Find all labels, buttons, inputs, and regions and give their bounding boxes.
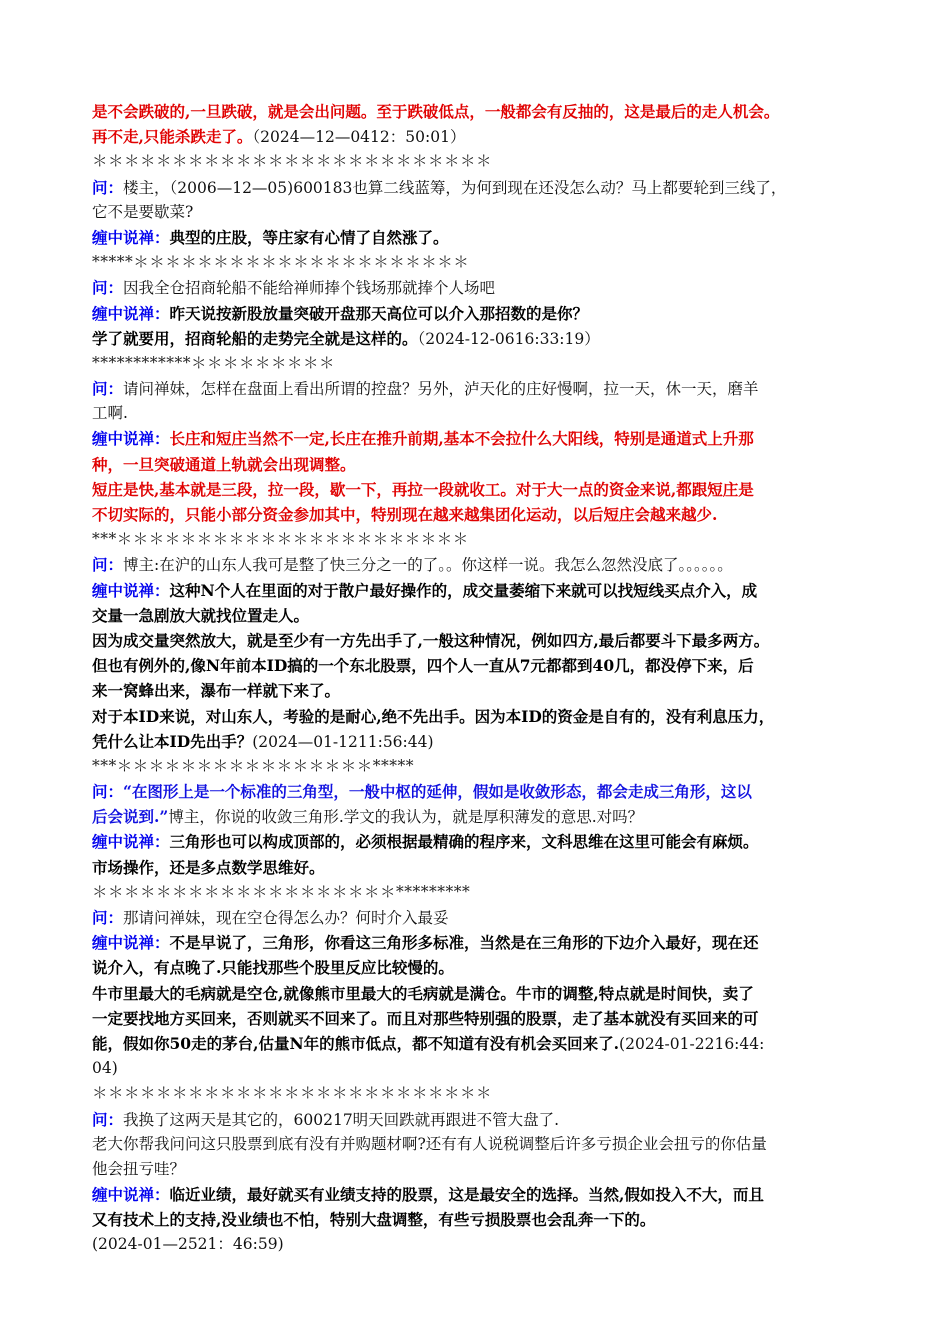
answer-label: 缠中说禅：	[92, 832, 170, 852]
text-line	[92, 829, 872, 854]
text-line	[92, 754, 872, 779]
body-text: 04)	[92, 1059, 118, 1078]
text-line	[92, 175, 872, 200]
highlight-red-text: 短庄是快,基本就是三段，拉一段，歇一下，再拉一段就收工。对于大一点的资金来说,都跟短庄是	[92, 479, 754, 499]
text-line	[92, 1006, 872, 1031]
highlight-red-text: 再不走,只能杀跌走了。	[92, 127, 253, 147]
answer-text: 但也有例外的,像N年前本ID搞的一个东北股票，四个人一直从7元都都到40几，都没停下来，后	[92, 656, 754, 676]
text-line	[92, 250, 872, 275]
body-text: 博主，你说的收敛三角形.学文的我认为，就是厚积薄发的意思.对吗？	[168, 808, 644, 827]
separator-stars: ************＊＊＊＊＊＊＊＊＊	[92, 353, 336, 372]
body-text: （2024-12-0616:33:19）	[417, 329, 600, 348]
body-text: (2024—01-1211:56:44)	[252, 732, 434, 751]
text-line	[92, 552, 872, 577]
answer-text: 凭什么让本ID先出手？	[92, 731, 253, 751]
answer-text: 能，假如你50走的茅台,估量N年的熊市低点，都不知道有没有机会买回来了.	[92, 1033, 620, 1053]
text-line	[92, 855, 872, 880]
text-line	[92, 275, 872, 300]
separator-stars: ＊＊＊＊＊＊＊＊＊＊＊＊＊＊＊＊＊＊＊＊＊＊＊＊＊	[92, 1084, 493, 1103]
text-line	[92, 477, 872, 502]
answer-text: 三角形也可以构成顶部的，必须根据最精确的程序来，文科思维在这里可能会有麻烦。	[169, 832, 759, 852]
text-line	[92, 578, 872, 603]
separator-stars: ***＊＊＊＊＊＊＊＊＊＊＊＊＊＊＊＊＊＊＊＊＊＊	[92, 530, 469, 549]
text-line	[92, 955, 872, 980]
answer-text: 牛市里最大的毛病就是空仓,就像熊市里最大的毛病就是满仓。牛市的调整,特点就是时间快，卖了	[92, 983, 754, 1003]
question-label: 问：	[92, 379, 124, 399]
text-line	[92, 880, 872, 905]
answer-text: 又有技术上的支持,没业绩也不怕，特别大盘调整，有些亏损股票也会乱奔一下的。	[92, 1210, 656, 1230]
body-text: 楼主，（2006—12—05)600183也算二线蓝筹，为何到现在还没怎么动？马上都要轮到三线了，	[123, 178, 787, 197]
question-label: 问：	[92, 782, 124, 802]
text-line	[92, 981, 872, 1006]
answer-text: 这种N个人在里面的对于散户最好操作的，成交量萎缩下来就可以找短线买点介入，成	[169, 580, 758, 600]
body-text: 请问禅妹，怎样在盘面上看出所谓的控盘？另外，泸天化的庄好慢啊，拉一天，休一天，磨羊	[123, 380, 759, 399]
body-text: 博主:在沪的山东人我可是整了快三分之一的了。。你这样一说。我怎么忽然没底了。。。。。。	[123, 556, 733, 575]
text-line	[92, 603, 872, 628]
answer-text: 临近业绩，最好就买有业绩支持的股票，这是最安全的选择。当然,假如投入不大，而且	[169, 1185, 764, 1205]
text-line	[92, 804, 872, 829]
text-line	[92, 1207, 872, 1232]
answer-text: 一定要找地方买回来，否则就买不回来了。而且对那些特别强的股票，走了基本就没有买回来的可	[92, 1008, 759, 1028]
separator-stars: ＊＊＊＊＊＊＊＊＊＊＊＊＊＊＊＊＊＊＊＊＊＊＊＊＊	[92, 152, 493, 171]
text-line	[92, 1157, 872, 1182]
answer-label: 缠中说禅：	[92, 303, 170, 323]
highlight-blue-text: “在图形上是一个标准的三角型，一般中枢的延伸，假如是收敛形态，都会走成三角形，这以	[123, 782, 752, 802]
answer-label: 缠中说禅：	[92, 227, 170, 247]
text-line	[92, 1232, 872, 1257]
text-line	[92, 1107, 872, 1132]
text-line	[92, 527, 872, 552]
document-page	[92, 99, 872, 1258]
highlight-red-text: 是不会跌破的,一旦跌破，就是会出问题。至于跌破低点，一般都会有反抽的，这是最后的走人机会。	[92, 102, 780, 121]
text-line	[92, 200, 872, 225]
highlight-red-text: 种，一旦突破通道上轨就会出现调整。	[92, 454, 356, 474]
answer-text: 典型的庄股，等庄家有心情了自然涨了。	[169, 227, 449, 247]
text-line	[92, 704, 872, 729]
separator-stars: *****＊＊＊＊＊＊＊＊＊＊＊＊＊＊＊＊＊＊＊＊＊	[92, 253, 470, 272]
text-line	[92, 1081, 872, 1106]
text-line	[92, 225, 872, 250]
text-line	[92, 401, 872, 426]
question-label: 问：	[92, 1109, 124, 1129]
answer-text: 不是早说了，三角形，你看这三角形多标准，当然是在三角形的下边介入最好，现在还	[169, 933, 759, 953]
text-line	[92, 124, 872, 149]
text-line	[92, 678, 872, 703]
text-line	[92, 301, 872, 326]
answer-text: 来一窝蜂出来，瀑布一样就下来了。	[92, 681, 341, 701]
answer-text: 交量一急剧放大就找位置走人。	[92, 605, 310, 625]
answer-label: 缠中说禅：	[92, 1185, 170, 1205]
answer-text: 昨天说按新股放量突破开盘那天高位可以介入那招数的是你？	[169, 303, 589, 323]
text-line	[92, 1056, 872, 1081]
answer-label: 缠中说禅：	[92, 933, 170, 953]
text-line	[92, 502, 872, 527]
answer-text: 对于本ID来说，对山东人，考验的是耐心,绝不先出手。因为本ID的资金是自有的，没有利息压力，	[92, 706, 775, 726]
question-label: 问：	[92, 177, 124, 197]
text-line	[92, 653, 872, 678]
body-text: 他会扭亏哇？	[92, 1159, 186, 1178]
separator-stars: ***＊＊＊＊＊＊＊＊＊＊＊＊＊＊＊＊*****	[92, 756, 415, 775]
highlight-blue-text: 后会说到.”	[92, 807, 169, 827]
answer-text: 市场操作，还是多点数学思维好。	[92, 857, 325, 877]
question-label: 问：	[92, 555, 124, 575]
body-text: 因我全仓招商轮船不能给禅师捧个钱场那就捧个人场吧	[123, 279, 496, 298]
text-line	[92, 779, 872, 804]
text-line	[92, 376, 872, 401]
text-line	[92, 99, 872, 124]
body-text: 老大你帮我问问这只股票到底有没有并购题材啊?还有有人说税调整后许多亏损企业会扭亏的你估量	[92, 1134, 767, 1153]
answer-text: 说介入，有点晚了.只能找那些个股里反应比较慢的。	[92, 958, 454, 978]
text-line	[92, 930, 872, 955]
body-text: 它不是要歇菜?	[92, 202, 194, 221]
text-line	[92, 351, 872, 376]
body-text: 我换了这两天是其它的，600217明天回跌就再跟进不管大盘了.	[123, 1110, 560, 1129]
answer-label: 缠中说禅：	[92, 580, 170, 600]
answer-label: 缠中说禅：	[92, 429, 170, 449]
text-line	[92, 326, 872, 351]
text-line	[92, 1031, 872, 1056]
body-text: （2024—12—0412：50:01）	[252, 128, 466, 147]
text-line	[92, 149, 872, 174]
text-line	[92, 426, 872, 451]
highlight-red-text: 不切实际的，只能小部分资金参加其中，特别现在越来越集团化运动，以后短庄会越来越少.	[92, 505, 718, 524]
answer-text: 学了就要用，招商轮船的走势完全就是这样的。	[92, 328, 418, 348]
text-line	[92, 1132, 872, 1157]
text-line	[92, 452, 872, 477]
question-label: 问：	[92, 908, 124, 927]
text-line	[92, 628, 872, 653]
body-text: (2024-01-2216:44:	[619, 1034, 765, 1053]
text-line	[92, 905, 872, 930]
answer-text: 因为成交量突然放大，就是至少有一方先出手了,一般这种情况，例如四方,最后都要斗下最多两方。	[92, 630, 770, 650]
body-text: 工啊.	[92, 404, 128, 423]
text-line	[92, 729, 872, 754]
body-text: (2024-01—2521：46:59)	[92, 1235, 284, 1254]
body-text: 那请问禅妹，现在空仓得怎么办？何时介入最妥	[123, 909, 449, 927]
highlight-red-text: 长庄和短庄当然不一定,长庄在推升前期,基本不会拉什么大阳线，特别是通道式上升那	[169, 429, 754, 449]
text-line	[92, 1182, 872, 1207]
separator-stars: ＊＊＊＊＊＊＊＊＊＊＊＊＊＊＊＊＊＊＊*********	[92, 882, 471, 901]
question-label: 问：	[92, 278, 124, 298]
